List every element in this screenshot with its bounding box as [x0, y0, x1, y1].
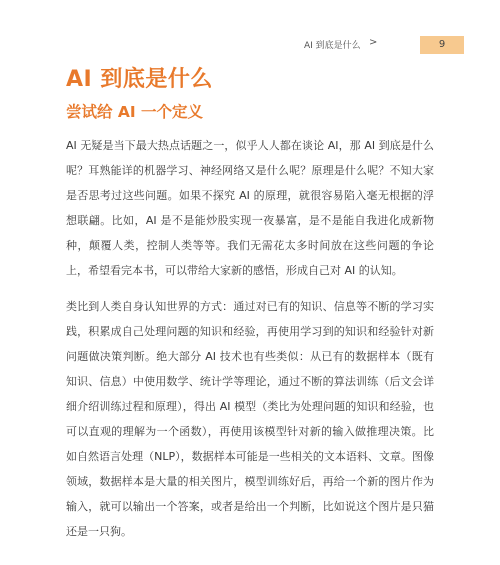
chevron-right-icon: > — [369, 37, 378, 48]
page-number: 9 — [438, 39, 446, 50]
section-title: 尝试给 AI 一个定义 — [66, 103, 204, 121]
running-title: AI 到底是什么 — [304, 41, 361, 51]
chapter-title: AI 到底是什么 — [66, 67, 213, 92]
body-paragraph-1: AI 无疑是当下最大热点话题之一，似乎人人都在谈论 AI，那 AI 到底是什么呢？耳熟能详的机器学习、神经网络又是什么呢？原理是什么呢？不知大家是否思考过这些问题。如果不探究 AI 的原理，就很容易陷入毫无根据的浮想联翩。比如，AI 是不是能炒股实现一夜暴富，是不是能自我进化成新物种，颠覆人类，控制人类等等。我们无需花太多时间放在这些问题的争论上，希望看完本书，可以带给大家新的感悟，形成自己对 AI 的认知。 — [66, 139, 434, 277]
page-header — [0, 36, 500, 54]
page-number-badge — [420, 36, 464, 54]
body-paragraph-2: 类比到人类自身认知世界的方式：通过对已有的知识、信息等不断的学习实践，积累成自己处理问题的知识和经验，再使用学习到的知识和经验针对新问题做决策判断。绝大部分 AI 技术也有些类似：从已有的数据样本（既有知识、信息）中使用数学、统计学等理论，通过不断的算法训练（后文会详细介绍训练过程和原理），得出 AI 模型（类比为处理问题的知识和经验，也可以直观的理解为一个函数），再使用该模型针对新的输入做推理决策。比如自然语言处理（NLP），数据样本可能是一些相关的文本语料、文章。图像领域，数据样本是大量的相关图片，模型训练好后，再给一个新的图片作为输入，就可以输出一个答案，或者是给出一个判断，比如说这个图片是只猫还是一只狗。 — [66, 300, 434, 538]
